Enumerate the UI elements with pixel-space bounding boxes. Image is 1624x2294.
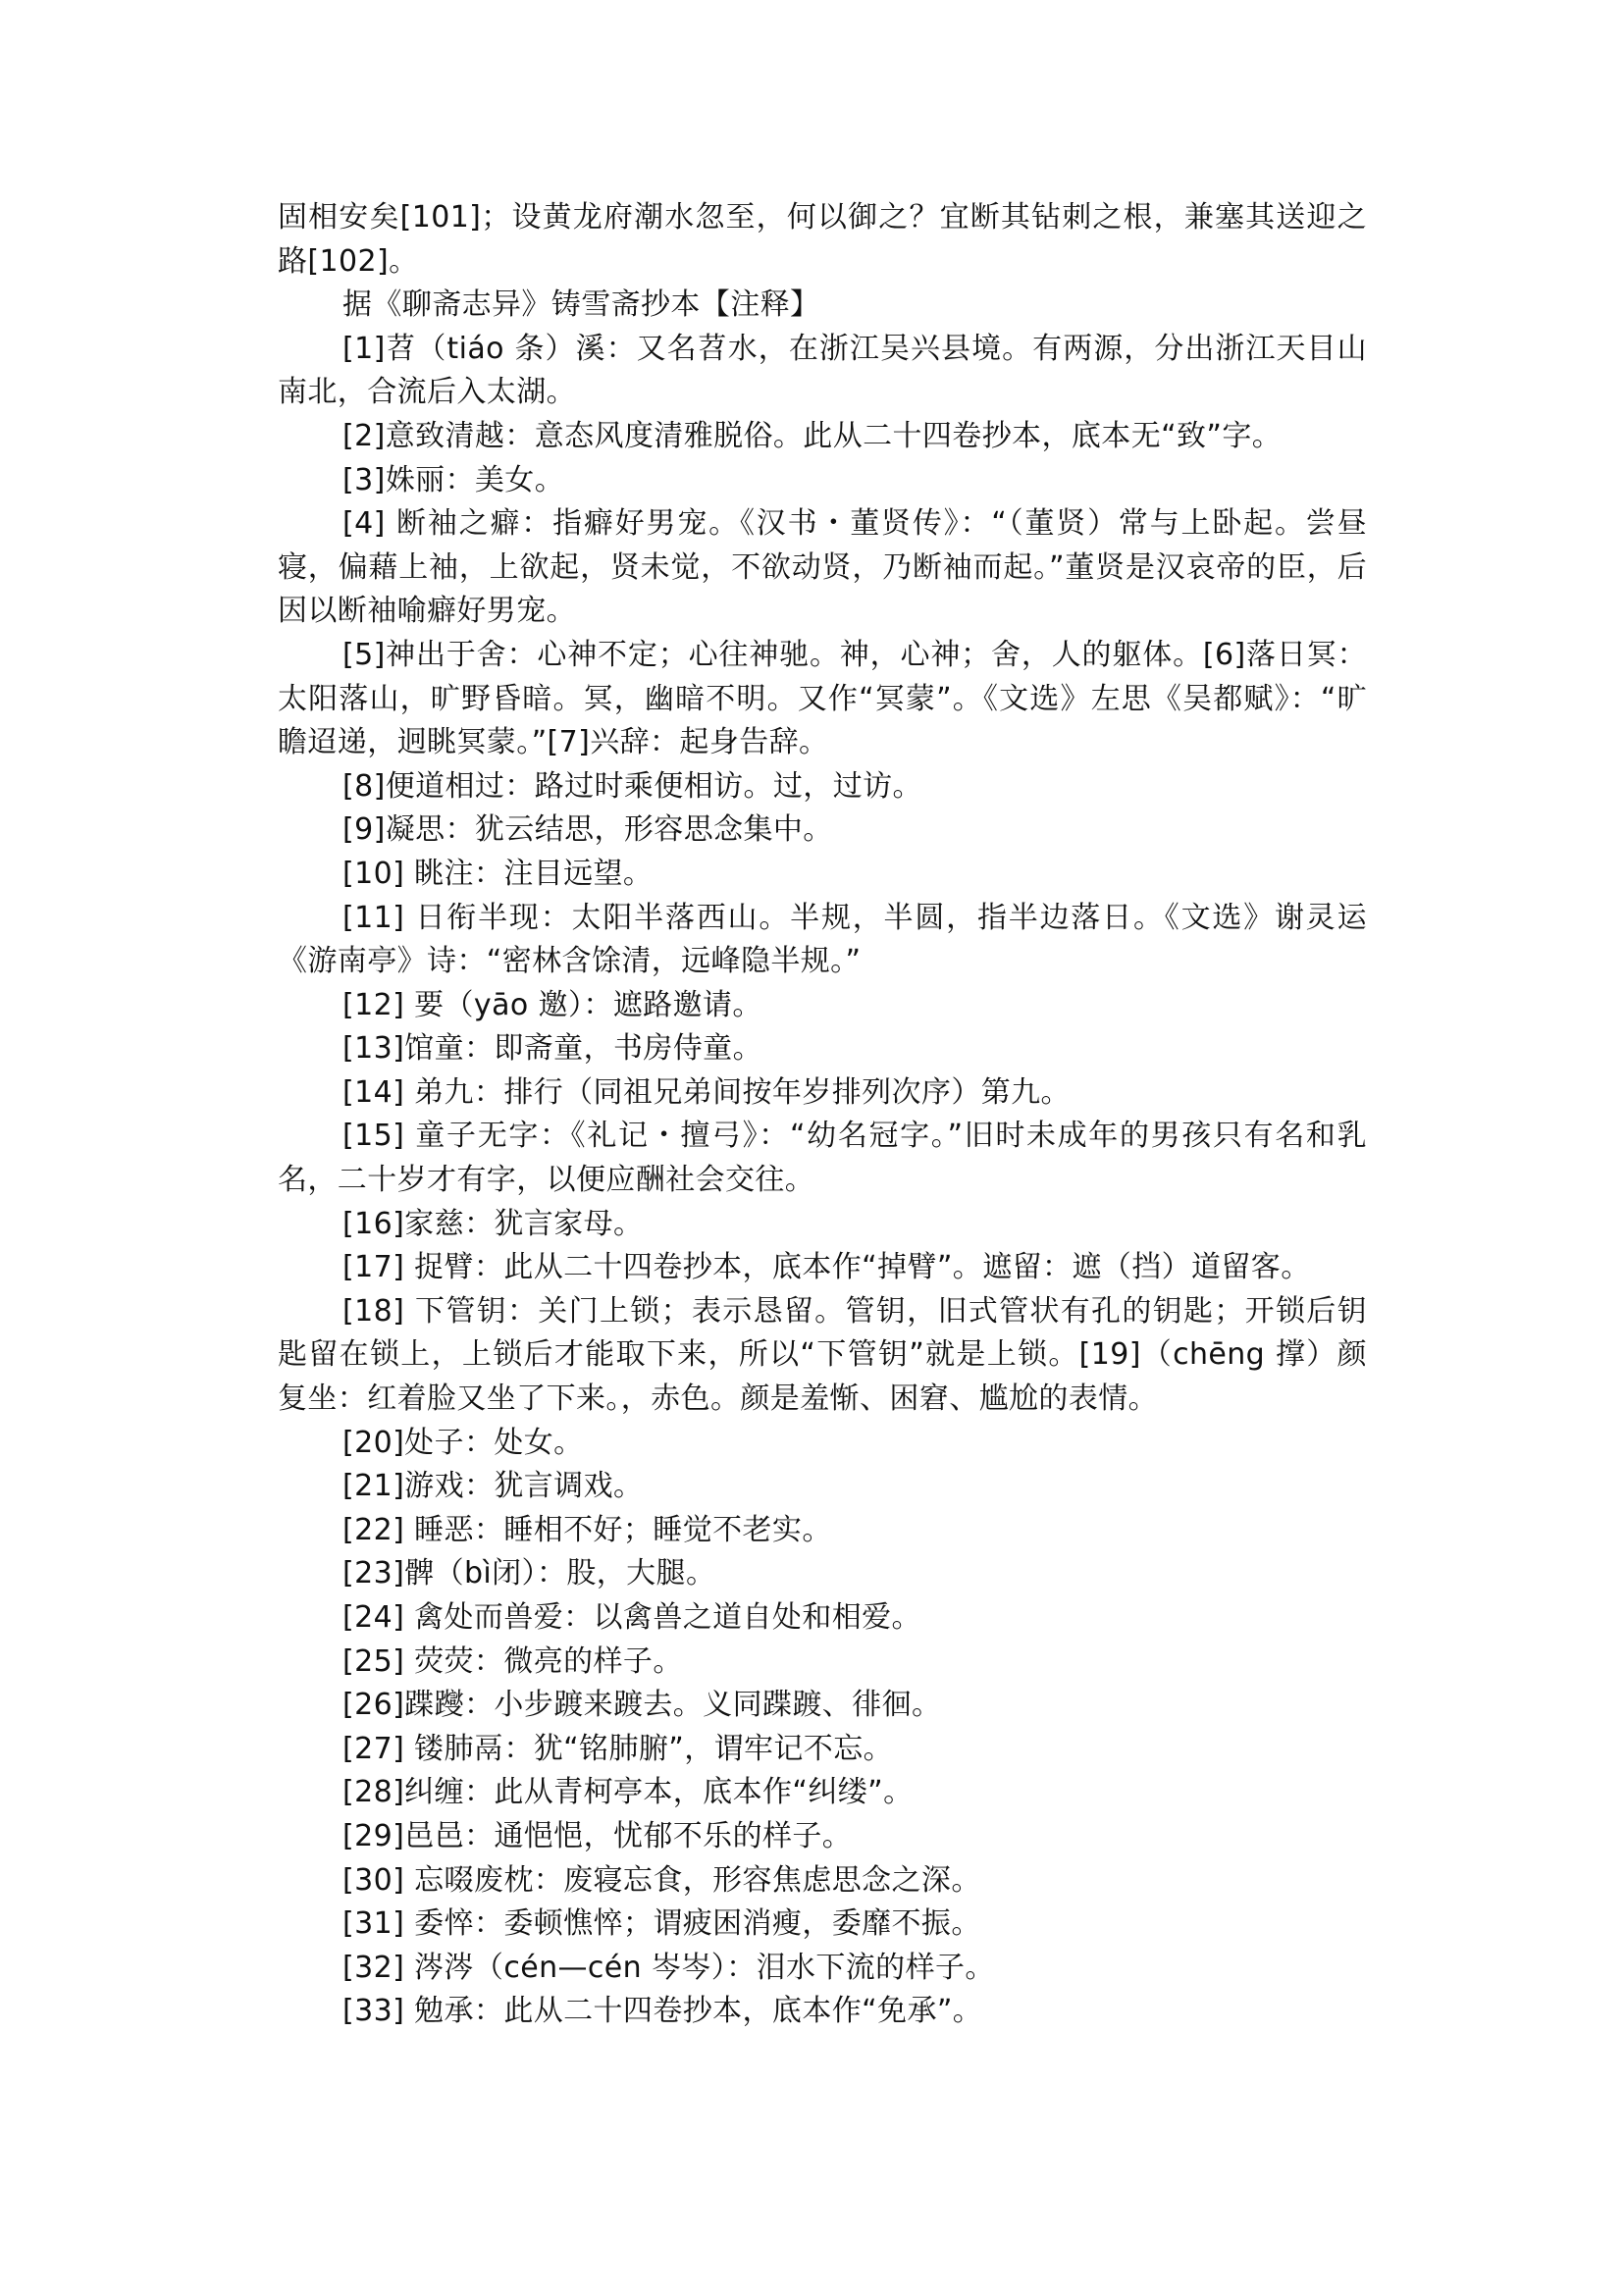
note-18-19: [18] 下管钥：关门上锁；表示恳留。管钥，旧式管状有孔的钥匙；开锁后钥匙留在锁上，上锁后才能取下来，所以“下管钥”就是上锁。[19]（chēng 撑）颜复坐：红着脸又坐了下来。，赤色。颜是羞惭、困窘、尴尬的表情。: [278, 1293, 1367, 1417]
document-body: [278, 196, 1367, 2034]
note-20: [20]处子：处女。: [342, 1425, 584, 1460]
note-10: [10] 眺注：注目远望。: [342, 856, 654, 891]
note-17: [17] 捉臂：此从二十四卷抄本，底本作“掉臂”。遮留：遮（挡）道留客。: [342, 1250, 1311, 1285]
note-27: [27] 镂肺鬲：犹“铭肺腑”，谓牢记不忘。: [342, 1731, 894, 1766]
paragraph-continuation: 固相安矣[101]；设黄龙府潮水忽至，何以御之？宜断其钻刺之根，兼塞其送迎之路[102]。: [278, 200, 1367, 279]
note-12: [12] 要（yāo 邀）：遮路邀请。: [342, 987, 762, 1022]
note-9: [9]凝思：犹云结思，形容思念集中。: [342, 812, 833, 848]
note-13: [13]馆童：即斋童，书房侍童。: [342, 1031, 762, 1067]
note-30: [30] 忘啜废枕：废寝忘食，形容焦虑思念之深。: [342, 1862, 981, 1898]
note-15: [15] 童子无字：《礼记・擅弓》：“幼名冠字。”旧时未成年的男孩只有名和乳名，二十岁才有字，以便应酬社会交往。: [278, 1119, 1367, 1198]
note-25: [25] 荧荧：微亮的样子。: [342, 1643, 683, 1679]
note-4: [4] 断袖之癖：指癖好男宠。《汉书・董贤传》：“（董贤）常与上卧起。尝昼寝，偏藉上袖，上欲起，贤未觉，不欲动贤，乃断袖而起。”董贤是汉哀帝的臣，后因以断袖喻癖好男宠。: [278, 506, 1367, 629]
note-31: [31] 委悴：委顿憔悴；谓疲困消瘦，委靡不振。: [342, 1906, 981, 1942]
note-8: [8]便道相过：路过时乘便相访。过，过访。: [342, 768, 922, 804]
note-24: [24] 禽处而兽爱：以禽兽之道自处和相爱。: [342, 1600, 921, 1635]
note-33: [33] 勉承：此从二十四卷抄本，底本作“免承”。: [342, 1994, 983, 2029]
note-5-6-7: [5]神出于舍：心神不定；心往神驰。神，心神；舍，人的躯体。[6]落日冥：太阳落山，旷野昏暗。冥，幽暗不明。又作“冥蒙”。《文选》左思《吴都赋》：“旷瞻迢递，迥眺冥蒙。”[7]兴辞：起身告辞。: [278, 637, 1367, 760]
note-21: [21]游戏：犹言调戏。: [342, 1469, 644, 1504]
source-and-notes-heading: 据《聊斋志异》铸雪斋抄本【注释】: [342, 287, 820, 323]
note-22: [22] 睡恶：睡相不好；睡觉不老实。: [342, 1512, 832, 1547]
note-2: [2]意致清越：意态风度清雅脱俗。此从二十四卷抄本，底本无“致”字。: [342, 418, 1283, 453]
note-14: [14] 弟九：排行（同祖兄弟间按年岁排列次序）第九。: [342, 1074, 1071, 1110]
note-29: [29]邑邑：通悒悒，忧郁不乐的样子。: [342, 1818, 853, 1853]
note-1: [1]苕（tiáo 条）溪：又名苕水，在浙江吴兴县境。有两源，分出浙江天目山南北，合流后入太湖。: [278, 331, 1367, 410]
note-32: [32] 涔涔（cén—cén 岑岑）：泪水下流的样子。: [342, 1950, 995, 1985]
note-23: [23]髀（bì闭）：股，大腿。: [342, 1556, 716, 1591]
note-16: [16]家慈：犹言家母。: [342, 1206, 644, 1241]
note-26: [26]蹀躞：小步踱来踱去。义同蹀踱、徘徊。: [342, 1688, 942, 1723]
note-3: [3]姝丽：美女。: [342, 462, 565, 497]
note-11: [11] 日衔半现：太阳半落西山。半规，半圆，指半边落日。《文选》谢灵运《游南亭》诗：“密林含馀清，远峰隐半规。”: [278, 900, 1367, 979]
note-28: [28]纠缠：此从青柯亭本，底本作“纠缕”。: [342, 1775, 914, 1810]
